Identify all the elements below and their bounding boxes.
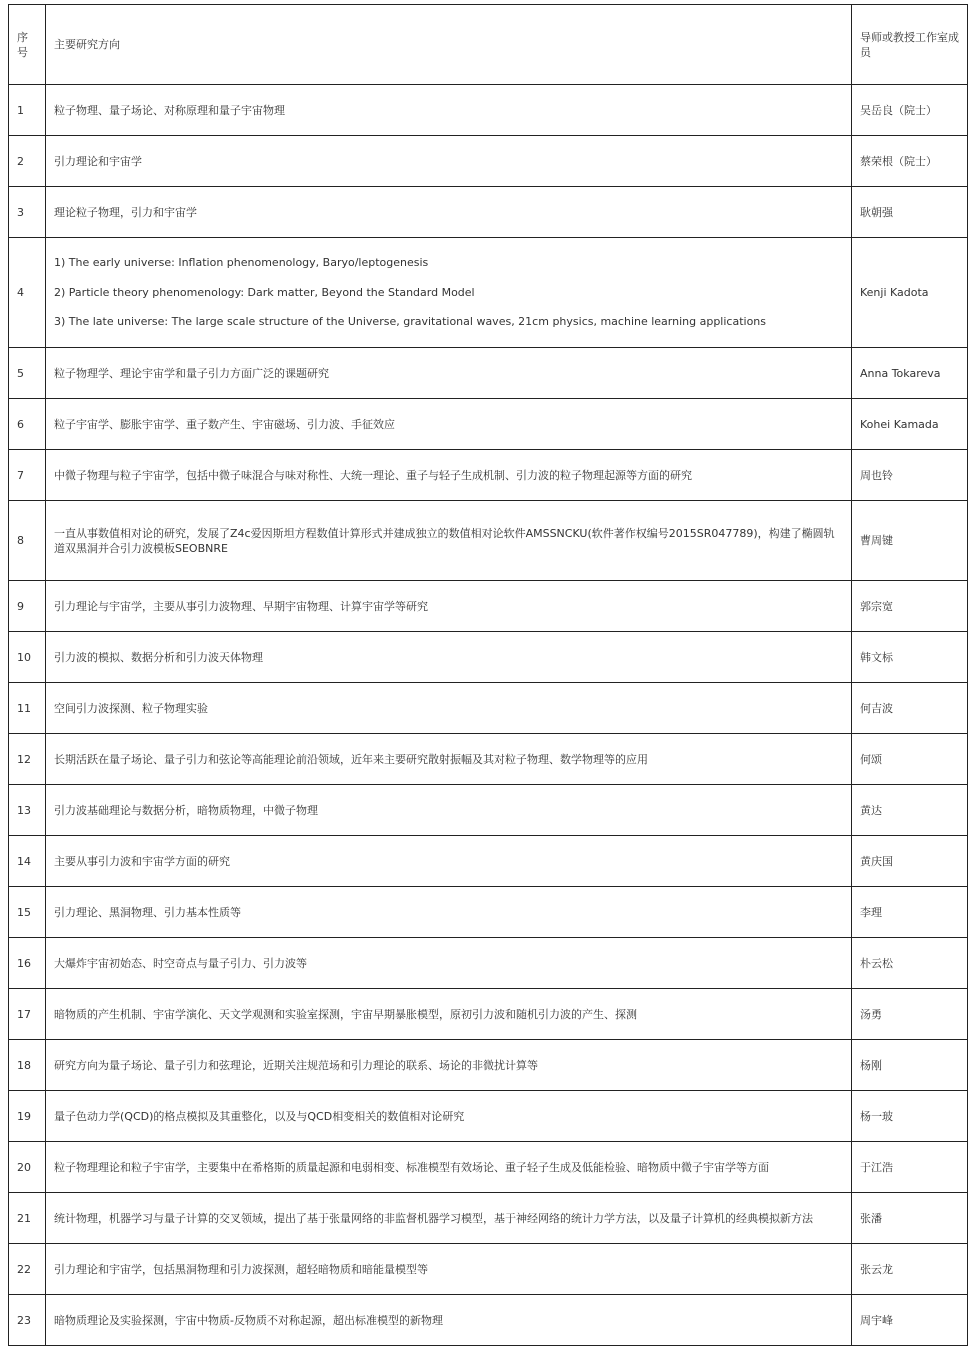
supervisor-name: 吴岳良（院士） <box>852 85 968 136</box>
research-direction: 主要从事引力波和宇宙学方面的研究 <box>46 836 852 887</box>
row-number: 18 <box>9 1040 46 1091</box>
research-direction: 一直从事数值相对论的研究，发展了Z4c爱因斯坦方程数值计算形式并建成独立的数值相对论软件AMSSNCKU(软件著作权编号2015SR047789)，构建了椭圆轨道双黑洞并合引力波模板SEOBNRE <box>46 501 852 581</box>
supervisor-name: 何颂 <box>852 734 968 785</box>
table-row <box>9 836 968 887</box>
research-table <box>8 4 968 1346</box>
table-row <box>9 238 968 348</box>
direction-line: 3) The late universe: The large scale structure of the Universe, gravitational waves, 21cm physics, machine learning applications <box>54 315 767 329</box>
supervisor-name: Kenji Kadota <box>852 238 968 348</box>
research-direction: 粒子物理学、理论宇宙学和量子引力方面广泛的课题研究 <box>46 348 852 399</box>
supervisor-name: 蔡荣根（院士） <box>852 136 968 187</box>
table-row <box>9 1040 968 1091</box>
supervisor-name: 黄达 <box>852 785 968 836</box>
research-direction: 研究方向为量子场论、量子引力和弦理论，近期关注规范场和引力理论的联系、场论的非微扰计算等 <box>46 1040 852 1091</box>
table-row <box>9 450 968 501</box>
supervisor-name: 耿朝强 <box>852 187 968 238</box>
table-row <box>9 1091 968 1142</box>
supervisor-name: Anna Tokareva <box>852 348 968 399</box>
row-number: 9 <box>9 581 46 632</box>
research-direction: 理论粒子物理，引力和宇宙学 <box>46 187 852 238</box>
supervisor-name: 周也铃 <box>852 450 968 501</box>
supervisor-name: 朴云松 <box>852 938 968 989</box>
research-direction: 粒子物理理论和粒子宇宙学，主要集中在希格斯的质量起源和电弱相变、标准模型有效场论、重子轻子生成及低能检验、暗物质中微子宇宙学等方面 <box>46 1142 852 1193</box>
supervisor-name: 张潘 <box>852 1193 968 1244</box>
research-direction: 引力理论与宇宙学，主要从事引力波物理、早期宇宙物理、计算宇宙学等研究 <box>46 581 852 632</box>
supervisor-name: 杨一玻 <box>852 1091 968 1142</box>
row-number: 20 <box>9 1142 46 1193</box>
table-row <box>9 683 968 734</box>
row-number: 5 <box>9 348 46 399</box>
header-supervisor: 导师或教授工作室成员 <box>852 5 968 85</box>
table-row <box>9 734 968 785</box>
research-direction: 引力波的模拟、数据分析和引力波天体物理 <box>46 632 852 683</box>
research-direction: 中微子物理与粒子宇宙学，包括中微子味混合与味对称性、大统一理论、重子与轻子生成机制、引力波的粒子物理起源等方面的研究 <box>46 450 852 501</box>
research-direction: 引力理论和宇宙学，包括黑洞物理和引力波探测，超轻暗物质和暗能量模型等 <box>46 1244 852 1295</box>
row-number: 16 <box>9 938 46 989</box>
table-row <box>9 348 968 399</box>
row-number: 2 <box>9 136 46 187</box>
table-row <box>9 938 968 989</box>
row-number: 3 <box>9 187 46 238</box>
table-row <box>9 136 968 187</box>
research-direction: 量子色动力学(QCD)的格点模拟及其重整化，以及与QCD相变相关的数值相对论研究 <box>46 1091 852 1142</box>
research-direction: 空间引力波探测、粒子物理实验 <box>46 683 852 734</box>
table-row <box>9 187 968 238</box>
research-direction: 粒子物理、量子场论、对称原理和量子宇宙物理 <box>46 85 852 136</box>
row-number: 4 <box>9 238 46 348</box>
direction-line: 2) Particle theory phenomenology: Dark matter, Beyond the Standard Model <box>54 285 475 299</box>
research-direction <box>46 238 852 348</box>
supervisor-name: 郭宗宽 <box>852 581 968 632</box>
research-direction: 引力理论和宇宙学 <box>46 136 852 187</box>
header-no: 序号 <box>9 5 46 85</box>
research-direction: 粒子宇宙学、膨胀宇宙学、重子数产生、宇宙磁场、引力波、手征效应 <box>46 399 852 450</box>
research-direction: 引力理论、黑洞物理、引力基本性质等 <box>46 887 852 938</box>
table-row <box>9 581 968 632</box>
row-number: 15 <box>9 887 46 938</box>
row-number: 13 <box>9 785 46 836</box>
supervisor-name: 周宇峰 <box>852 1295 968 1346</box>
supervisor-name: 何吉波 <box>852 683 968 734</box>
table-row <box>9 785 968 836</box>
row-number: 17 <box>9 989 46 1040</box>
supervisor-name: 李理 <box>852 887 968 938</box>
row-number: 8 <box>9 501 46 581</box>
research-direction: 长期活跃在量子场论、量子引力和弦论等高能理论前沿领域，近年来主要研究散射振幅及其对粒子物理、数学物理等的应用 <box>46 734 852 785</box>
table-row <box>9 1244 968 1295</box>
row-number: 7 <box>9 450 46 501</box>
table-row <box>9 887 968 938</box>
supervisor-name: 黄庆国 <box>852 836 968 887</box>
research-direction: 统计物理，机器学习与量子计算的交叉领域，提出了基于张量网络的非监督机器学习模型，基于神经网络的统计力学方法，以及量子计算机的经典模拟新方法 <box>46 1193 852 1244</box>
row-number: 10 <box>9 632 46 683</box>
table-row <box>9 632 968 683</box>
supervisor-name: 于江浩 <box>852 1142 968 1193</box>
supervisor-name: 韩文标 <box>852 632 968 683</box>
table-row <box>9 501 968 581</box>
row-number: 21 <box>9 1193 46 1244</box>
row-number: 23 <box>9 1295 46 1346</box>
table-row <box>9 399 968 450</box>
table-row <box>9 989 968 1040</box>
row-number: 19 <box>9 1091 46 1142</box>
table-row <box>9 1295 968 1346</box>
supervisor-name: 张云龙 <box>852 1244 968 1295</box>
header-row <box>9 5 968 85</box>
supervisor-name: 曹周键 <box>852 501 968 581</box>
row-number: 6 <box>9 399 46 450</box>
row-number: 1 <box>9 85 46 136</box>
table-row <box>9 1193 968 1244</box>
supervisor-name: 杨刚 <box>852 1040 968 1091</box>
direction-line: 1) The early universe: Inflation phenomenology, Baryo/leptogenesis <box>54 256 429 270</box>
header-direction: 主要研究方向 <box>46 5 852 85</box>
table-row <box>9 85 968 136</box>
table-row <box>9 1142 968 1193</box>
supervisor-name: Kohei Kamada <box>852 399 968 450</box>
row-number: 22 <box>9 1244 46 1295</box>
supervisor-name: 汤勇 <box>852 989 968 1040</box>
research-direction: 暗物质的产生机制、宇宙学演化、天文学观测和实验室探测，宇宙早期暴胀模型，原初引力波和随机引力波的产生、探测 <box>46 989 852 1040</box>
row-number: 14 <box>9 836 46 887</box>
row-number: 11 <box>9 683 46 734</box>
research-direction: 大爆炸宇宙初始态、时空奇点与量子引力、引力波等 <box>46 938 852 989</box>
research-direction: 暗物质理论及实验探测，宇宙中物质-反物质不对称起源，超出标准模型的新物理 <box>46 1295 852 1346</box>
row-number: 12 <box>9 734 46 785</box>
research-direction: 引力波基础理论与数据分析，暗物质物理，中微子物理 <box>46 785 852 836</box>
